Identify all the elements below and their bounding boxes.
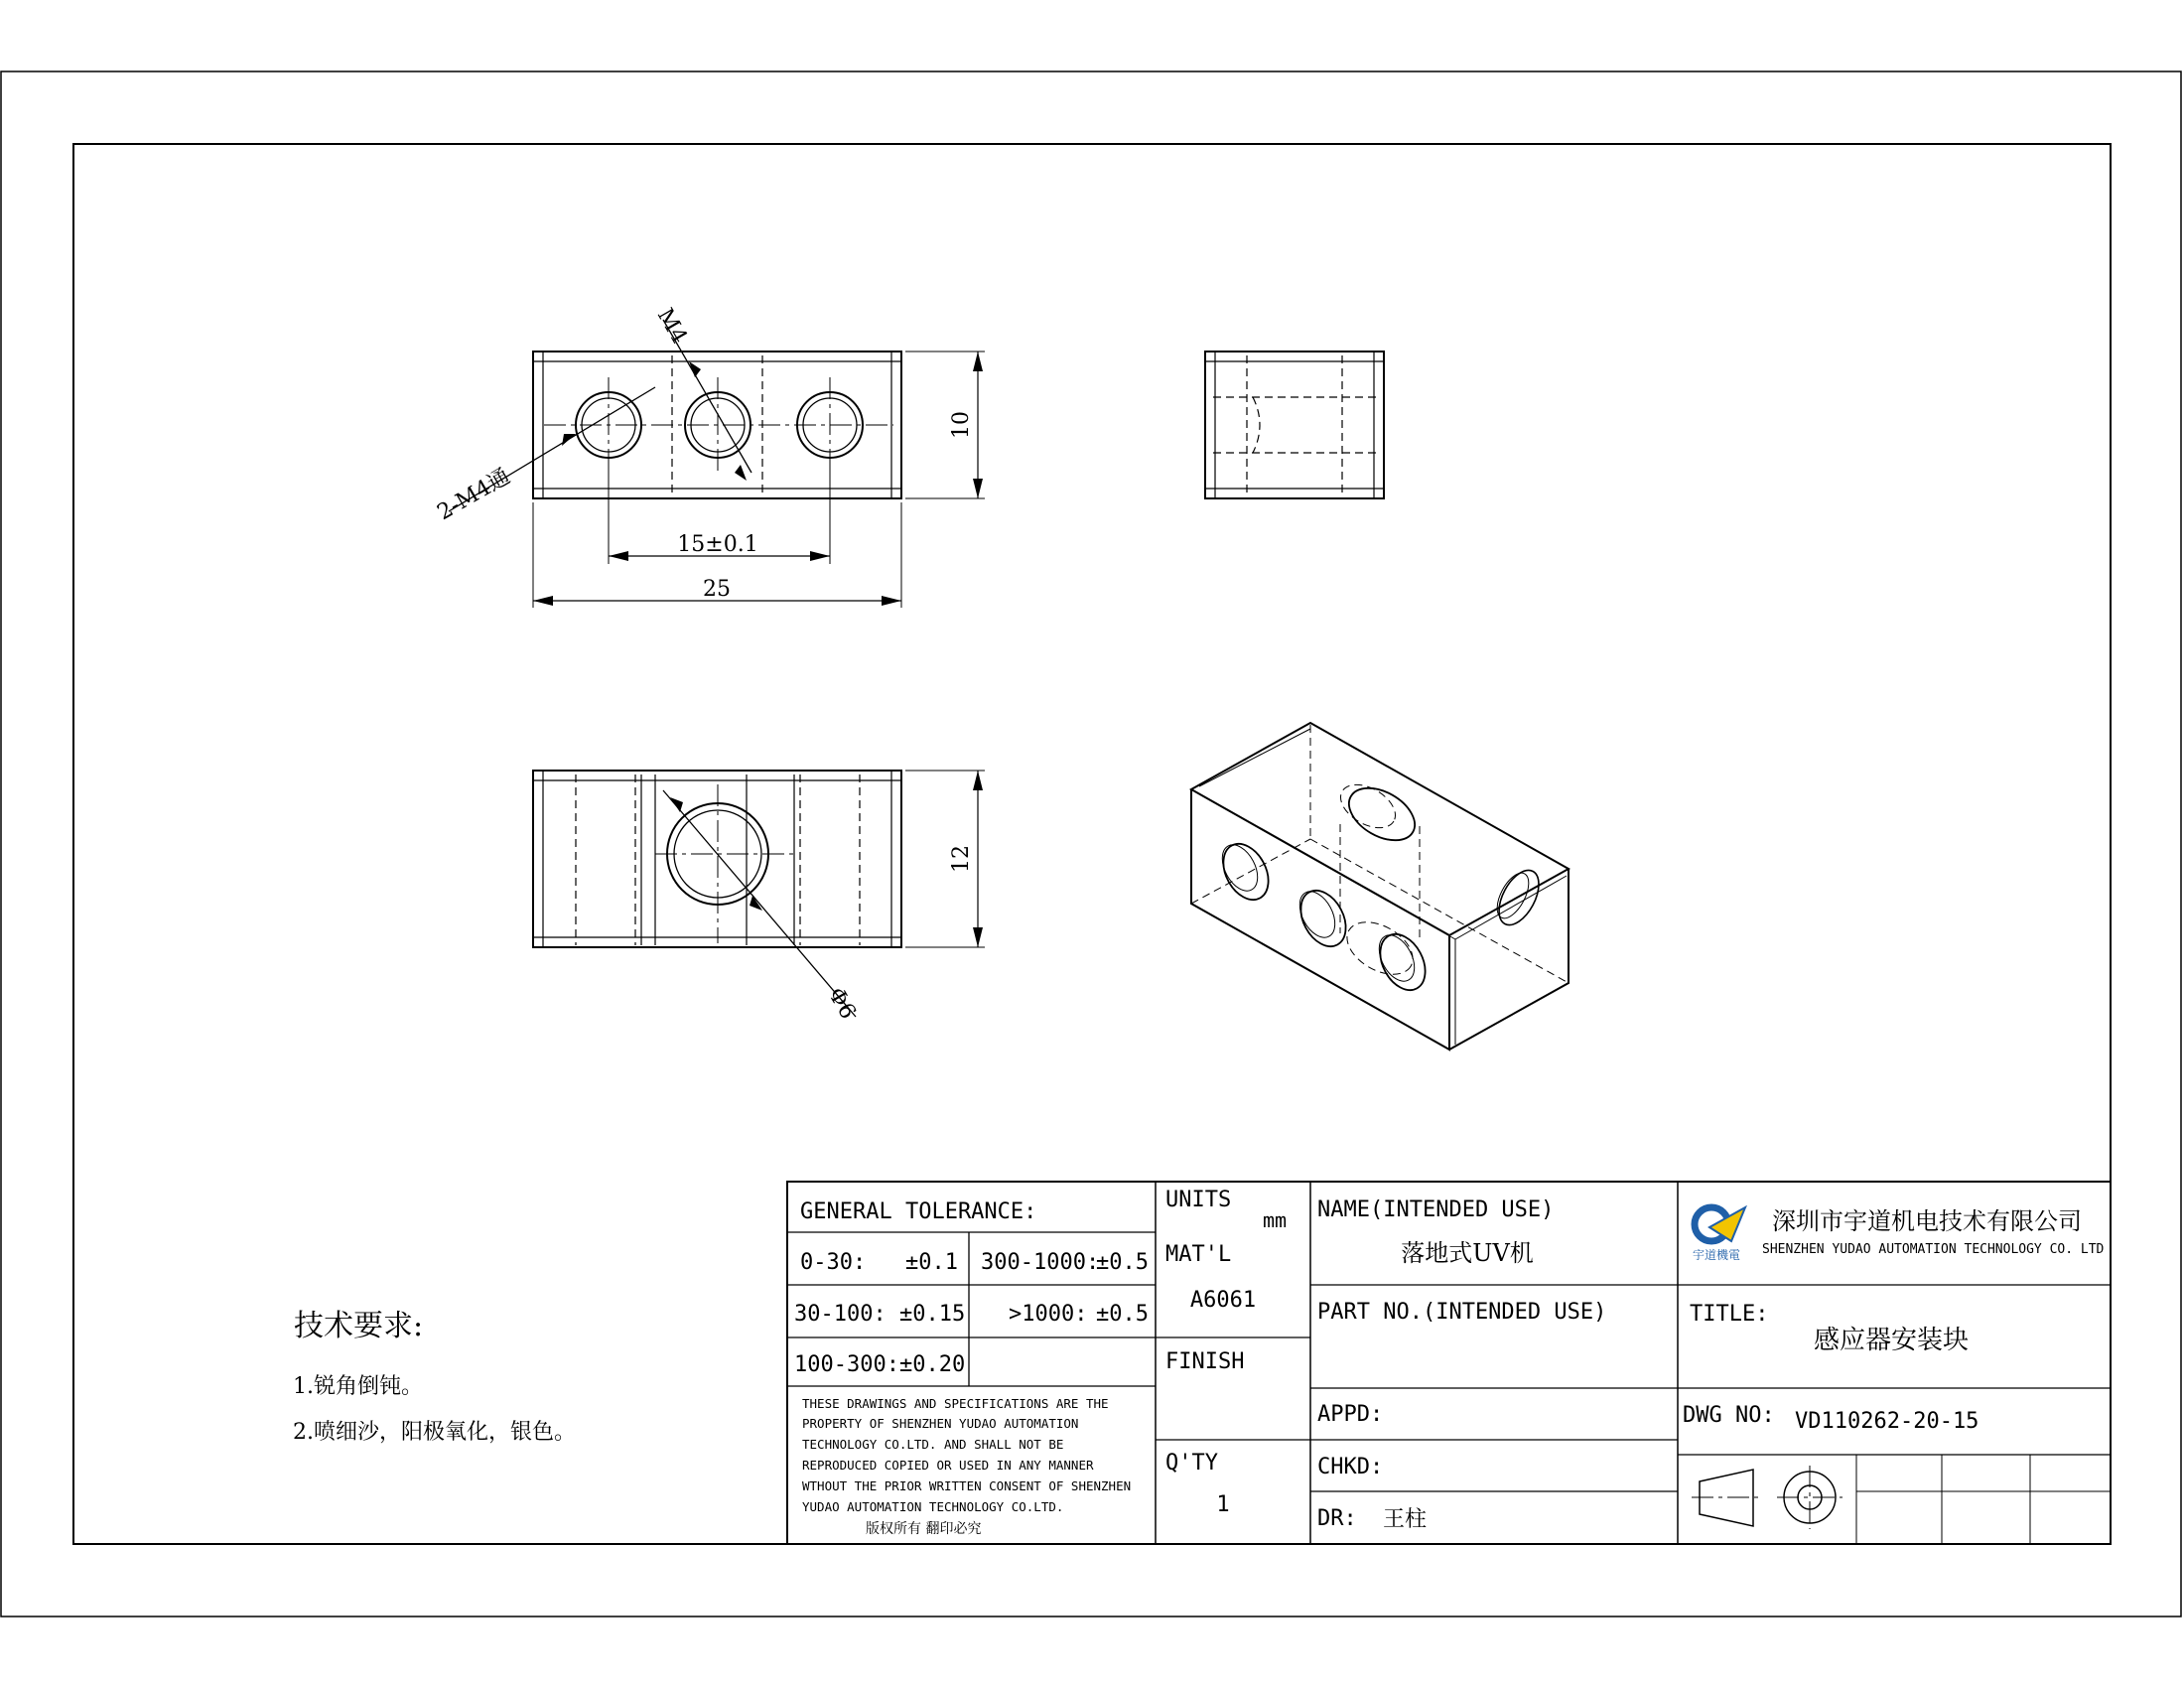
chkd-label: CHKD: — [1317, 1455, 1384, 1479]
dim-m4-label: M4 — [651, 304, 692, 349]
tolerance-range-2: 300-1000: — [981, 1250, 1100, 1275]
company-name-cn: 深圳市宇道机电技术有限公司 — [1772, 1207, 2082, 1235]
disclaimer-line-4: REPRODUCED COPIED OR USED IN ANY MANNER — [802, 1458, 1094, 1473]
qty-value: 1 — [1216, 1492, 1230, 1517]
tolerance-value-2: ±0.5 — [1096, 1250, 1149, 1275]
isometric-view — [1191, 723, 1569, 1050]
tolerance-range-1: 0-30: — [800, 1250, 867, 1275]
title-label: TITLE: — [1690, 1302, 1769, 1327]
tolerance-range-4: >1000: — [1009, 1302, 1088, 1327]
front-view — [449, 320, 985, 608]
top-view — [533, 771, 985, 1017]
disclaimer-line-6: YUDAO AUTOMATION TECHNOLOGY CO.LTD. — [802, 1499, 1064, 1514]
tolerance-range-5: 100-300: — [794, 1352, 899, 1377]
general-tolerance-label: GENERAL TOLERANCE: — [800, 1199, 1037, 1224]
tech-req-item-1: 1.锐角倒钝。 — [293, 1374, 423, 1399]
part-no-label: PART NO.(INTENDED USE) — [1317, 1300, 1607, 1325]
company-name-en: SHENZHEN YUDAO AUTOMATION TECHNOLOGY CO. LTD — [1762, 1242, 2105, 1257]
tolerance-value-5: ±0.20 — [899, 1352, 966, 1377]
units-value: mm — [1263, 1208, 1288, 1232]
name-value: 落地式UV机 — [1401, 1239, 1534, 1267]
side-view — [1205, 351, 1384, 498]
tolerance-value-4: ±0.5 — [1096, 1302, 1149, 1327]
tolerance-range-3: 30-100: — [794, 1302, 887, 1327]
finish-label: FINISH — [1165, 1349, 1245, 1374]
appd-label: APPD: — [1317, 1402, 1384, 1427]
tech-req-item-2: 2.喷细沙，阳极氧化，银色。 — [293, 1420, 576, 1445]
dr-value: 王柱 — [1383, 1507, 1428, 1532]
dim-height-bottom-label: 12 — [949, 845, 974, 873]
material-label: MAT'L — [1165, 1242, 1232, 1267]
dim-holes-label: 2-M4通 — [433, 464, 515, 526]
tech-req-title: 技术要求: — [294, 1309, 424, 1343]
dim-length-label: 25 — [703, 577, 731, 602]
company-logo — [1688, 1199, 1745, 1263]
qty-label: Q'TY — [1165, 1451, 1218, 1476]
dwg-no-label: DWG NO: — [1683, 1403, 1775, 1428]
dim-spacing-label: 15±0.1 — [677, 532, 758, 557]
svg-text:宇道機電: 宇道機電 — [1692, 1248, 1741, 1262]
tolerance-value-3: ±0.15 — [899, 1302, 966, 1327]
disclaimer-line-2: PROPERTY OF SHENZHEN YUDAO AUTOMATION — [802, 1416, 1079, 1431]
name-label: NAME(INTENDED USE) — [1317, 1197, 1555, 1222]
copyright-text: 版权所有 翻印必究 — [866, 1521, 982, 1537]
title-value: 感应器安装块 — [1813, 1326, 1970, 1355]
disclaimer-line-5: WTHOUT THE PRIOR WRITTEN CONSENT OF SHENZHEN — [802, 1478, 1132, 1493]
tolerance-value-1: ±0.1 — [905, 1250, 958, 1275]
material-value: A6061 — [1189, 1288, 1257, 1313]
disclaimer-line-3: TECHNOLOGY CO.LTD. AND SHALL NOT BE — [802, 1437, 1064, 1452]
dr-label: DR: — [1317, 1506, 1357, 1531]
dim-height-top-label: 10 — [949, 411, 974, 439]
disclaimer-line-1: THESE DRAWINGS AND SPECIFICATIONS ARE THE — [802, 1396, 1109, 1411]
units-label: UNITS — [1165, 1188, 1232, 1212]
dwg-no-value: VD110262-20-15 — [1795, 1409, 1979, 1434]
dim-dia-label: Φ6 — [822, 983, 861, 1024]
